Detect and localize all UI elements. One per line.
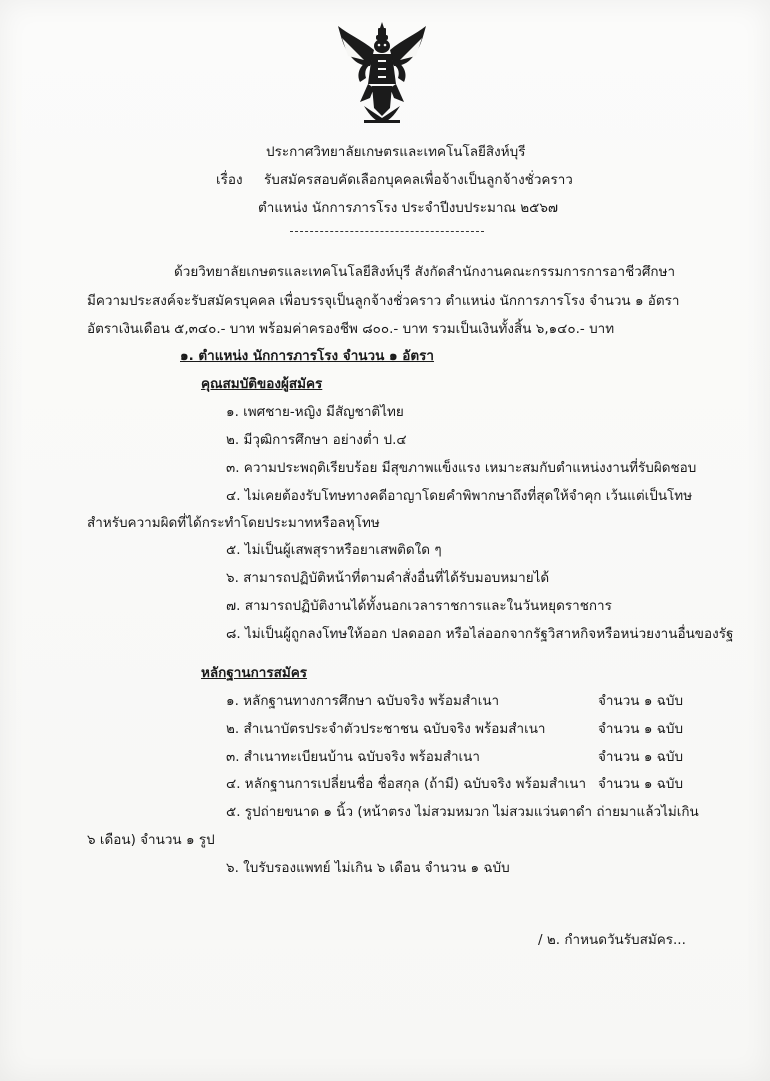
- subject-label: เรื่อง: [216, 172, 243, 188]
- evidence-count: จำนวน ๑ ฉบับ: [598, 776, 684, 792]
- intro-line-2: มีความประสงค์จะรับสมัครบุคคล เพื่อบรรจุเป็นลูกจ้างชั่วคราว ตำแหน่ง นักการภารโรง จำนวน ๑ อัตรา: [87, 293, 680, 309]
- section-1-heading: ๑. ตำแหน่ง นักการภารโรง จำนวน ๑ อัตรา: [180, 348, 435, 364]
- qualification-item: ๗. สามารถปฏิบัติงานได้ทั้งนอกเวลาราชการและในวันหยุดราชการ: [226, 598, 612, 614]
- intro-line-3: อัตราเงินเดือน ๕,๓๔๐.- บาท พร้อมค่าครองชีพ ๘๐๐.- บาท รวมเป็นเงินทั้งสิ้น ๖,๑๔๐.- บาท: [87, 321, 615, 337]
- evidence-item: ๒. สำเนาบัตรประจำตัวประชาชน ฉบับจริง พร้อมสำเนา: [226, 721, 546, 737]
- header-divider: [290, 231, 484, 232]
- evidence-count: จำนวน ๑ ฉบับ: [598, 693, 684, 709]
- qualification-item: ๔. ไม่เคยต้องรับโทษทางคดีอาญาโดยคำพิพากษาถึงที่สุดให้จำคุก เว้นแต่เป็นโทษ: [226, 488, 693, 504]
- qualification-item: ๘. ไม่เป็นผู้ถูกลงโทษให้ออก ปลดออก หรือไล่ออกจากรัฐวิสาหกิจหรือหน่วยงานอื่นของรัฐ: [226, 626, 734, 642]
- evidence-item: ๓. สำเนาทะเบียนบ้าน ฉบับจริง พร้อมสำเนา: [226, 749, 480, 765]
- announcement-org: ประกาศวิทยาลัยเกษตรและเทคโนโลยีสิงห์บุรี: [266, 144, 526, 160]
- qualification-item: ๓. ความประพฤติเรียบร้อย มีสุขภาพแข็งแรง เหมาะสมกับตำแหน่งงานที่รับผิดชอบ: [226, 460, 697, 476]
- garuda-emblem-icon: [334, 20, 430, 124]
- evidence-heading: หลักฐานการสมัคร: [201, 665, 308, 681]
- qualification-item: ๒. มีวุฒิการศึกษา อย่างต่ำ ป.๔: [226, 432, 407, 448]
- qualification-item-continued: สำหรับความผิดที่ได้กระทำโดยประมาทหรือลหุโทษ: [87, 515, 380, 531]
- evidence-item: ๕. รูปถ่ายขนาด ๑ นิ้ว (หน้าตรง ไม่สวมหมวก ไม่สวมแว่นตาดำ ถ่ายมาแล้วไม่เกิน: [226, 804, 699, 820]
- intro-line-1: ด้วยวิทยาลัยเกษตรและเทคโนโลยีสิงห์บุรี สังกัดสำนักงานคณะกรรมการการอาชีวศึกษา: [174, 264, 676, 280]
- qualification-item: ๑. เพศชาย-หญิง มีสัญชาติไทย: [226, 404, 404, 420]
- qualification-item: ๕. ไม่เป็นผู้เสพสุราหรือยาเสพติดใด ๆ: [226, 542, 442, 558]
- evidence-count: จำนวน ๑ ฉบับ: [598, 749, 684, 765]
- evidence-item-continued: ๖ เดือน) จำนวน ๑ รูป: [87, 832, 215, 848]
- evidence-item: ๑. หลักฐานทางการศึกษา ฉบับจริง พร้อมสำเนา: [226, 693, 500, 709]
- continued-note: / ๒. กำหนดวันรับสมัคร...: [538, 932, 686, 948]
- evidence-item: ๖. ใบรับรองแพทย์ ไม่เกิน ๖ เดือน จำนวน ๑ ฉบับ: [226, 860, 510, 876]
- qualification-item: ๖. สามารถปฏิบัติหน้าที่ตามคำสั่งอื่นที่ได้รับมอบหมายได้: [226, 570, 550, 586]
- qualifications-heading: คุณสมบัติของผู้สมัคร: [201, 376, 323, 392]
- announcement-subject: รับสมัครสอบคัดเลือกบุคคลเพื่อจ้างเป็นลูกจ้างชั่วคราว: [264, 172, 573, 188]
- evidence-item: ๔. หลักฐานการเปลี่ยนชื่อ ชื่อสกุล (ถ้ามี) ฉบับจริง พร้อมสำเนา: [226, 776, 587, 792]
- position-fiscal-year: ตำแหน่ง นักการภารโรง ประจำปีงบประมาณ ๒๕๖๗: [258, 200, 559, 216]
- evidence-count: จำนวน ๑ ฉบับ: [598, 721, 684, 737]
